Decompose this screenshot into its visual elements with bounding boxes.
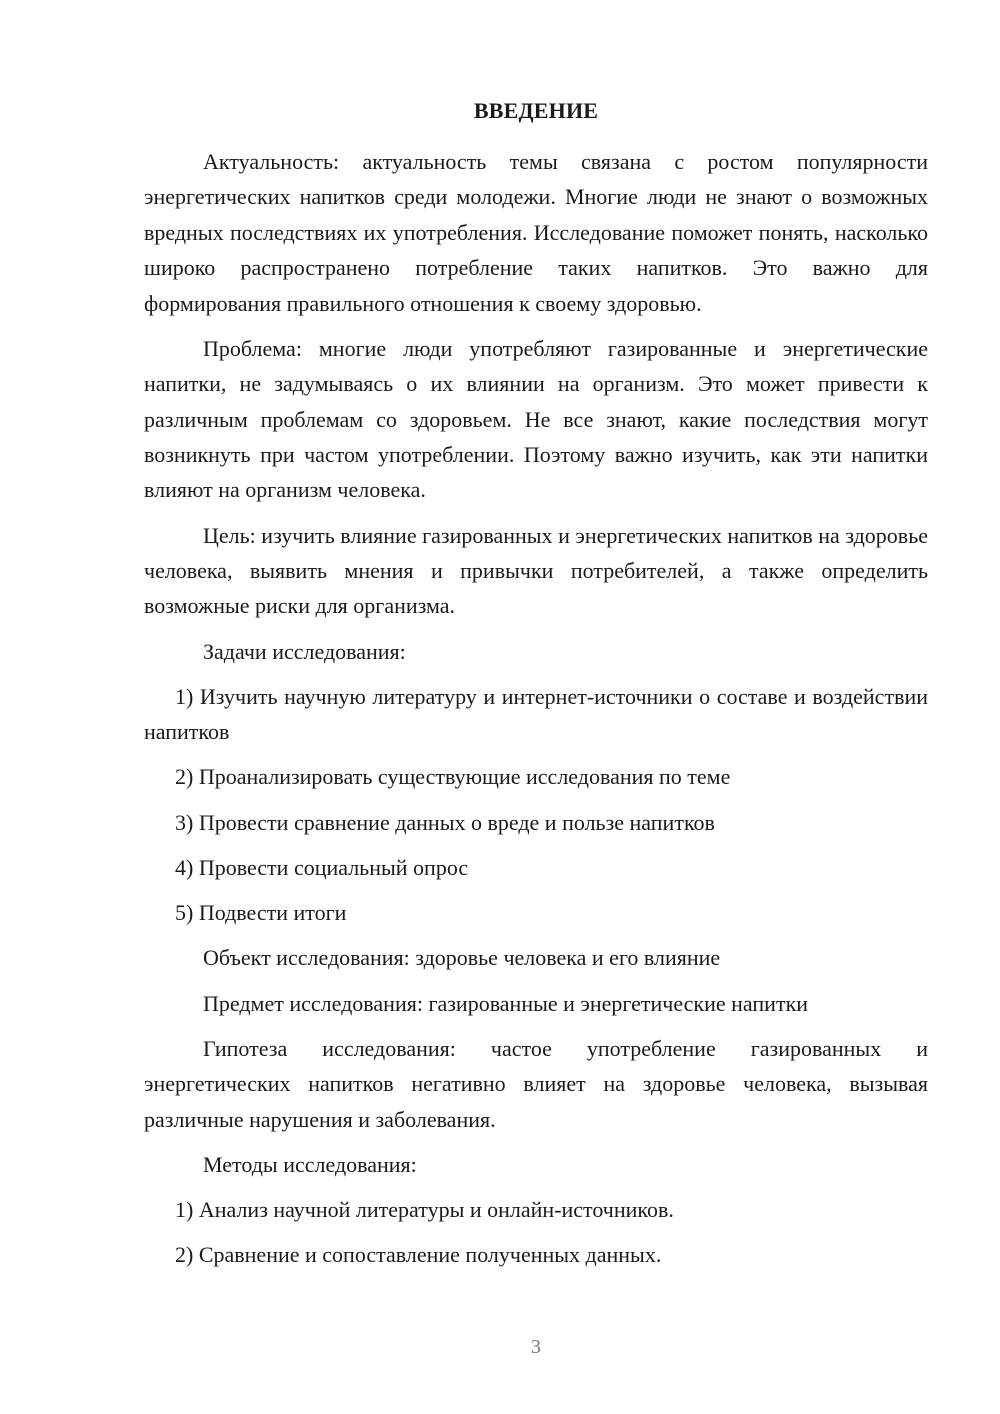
goal-paragraph: Цель: изучить влияние газированных и энергетических напитков на здоровье человека, выявить мнения и привычки потребителей, а также определить возможные риски для организма. bbox=[144, 522, 928, 619]
relevance-paragraph: Актуальность: актуальность темы связана с ростом популярности энергетических напитков среди молодежи. Многие люди не знают о возможных вредных последствиях их употребления. Исследование поможет понять, насколько широко распространено потребление таких напитков. Это важно для формирования правильного отношения к своему здоровью. bbox=[144, 149, 928, 316]
task-item: 1) Изучить научную литературу и интернет-источники о составе и воздействии напитков bbox=[144, 683, 928, 745]
methods-heading: Методы исследования: bbox=[203, 1151, 417, 1177]
document-body bbox=[144, 144, 928, 1282]
problem-paragraph: Проблема: многие люди употребляют газированные и энергетические напитки, не задумываясь о их влиянии на организм. Это может привести к различным проблемам со здоровьем. Не все знают, какие последствия могут возникнуть при частом употреблении. Поэтому важно изучить, как эти напитки влияют на организм человека. bbox=[144, 335, 928, 503]
subject-paragraph: Предмет исследования: газированные и энергетические напитки bbox=[203, 990, 809, 1016]
method-item: 1) Анализ научной литературы и онлайн-источников. bbox=[175, 1196, 674, 1222]
page-number: 3 bbox=[531, 1336, 541, 1358]
task-item: 2) Проанализировать существующие исследования по теме bbox=[175, 764, 731, 790]
task-item: 4) Провести социальный опрос bbox=[175, 854, 469, 880]
tasks-heading: Задачи исследования: bbox=[203, 638, 406, 664]
object-paragraph: Объект исследования: здоровье человека и его влияние bbox=[203, 945, 721, 971]
section-heading: ВВЕДЕНИЕ bbox=[473, 98, 599, 123]
method-item: 2) Сравнение и сопоставление полученных данных. bbox=[175, 1242, 662, 1268]
task-item: 3) Провести сравнение данных о вреде и пользе напитков bbox=[175, 809, 715, 835]
hypothesis-paragraph: Гипотеза исследования: частое употребление газированных и энергетических напитков негативно влияет на здоровье человека, вызывая различные нарушения и заболевания. bbox=[144, 1035, 928, 1132]
task-item: 5) Подвести итоги bbox=[175, 900, 347, 926]
